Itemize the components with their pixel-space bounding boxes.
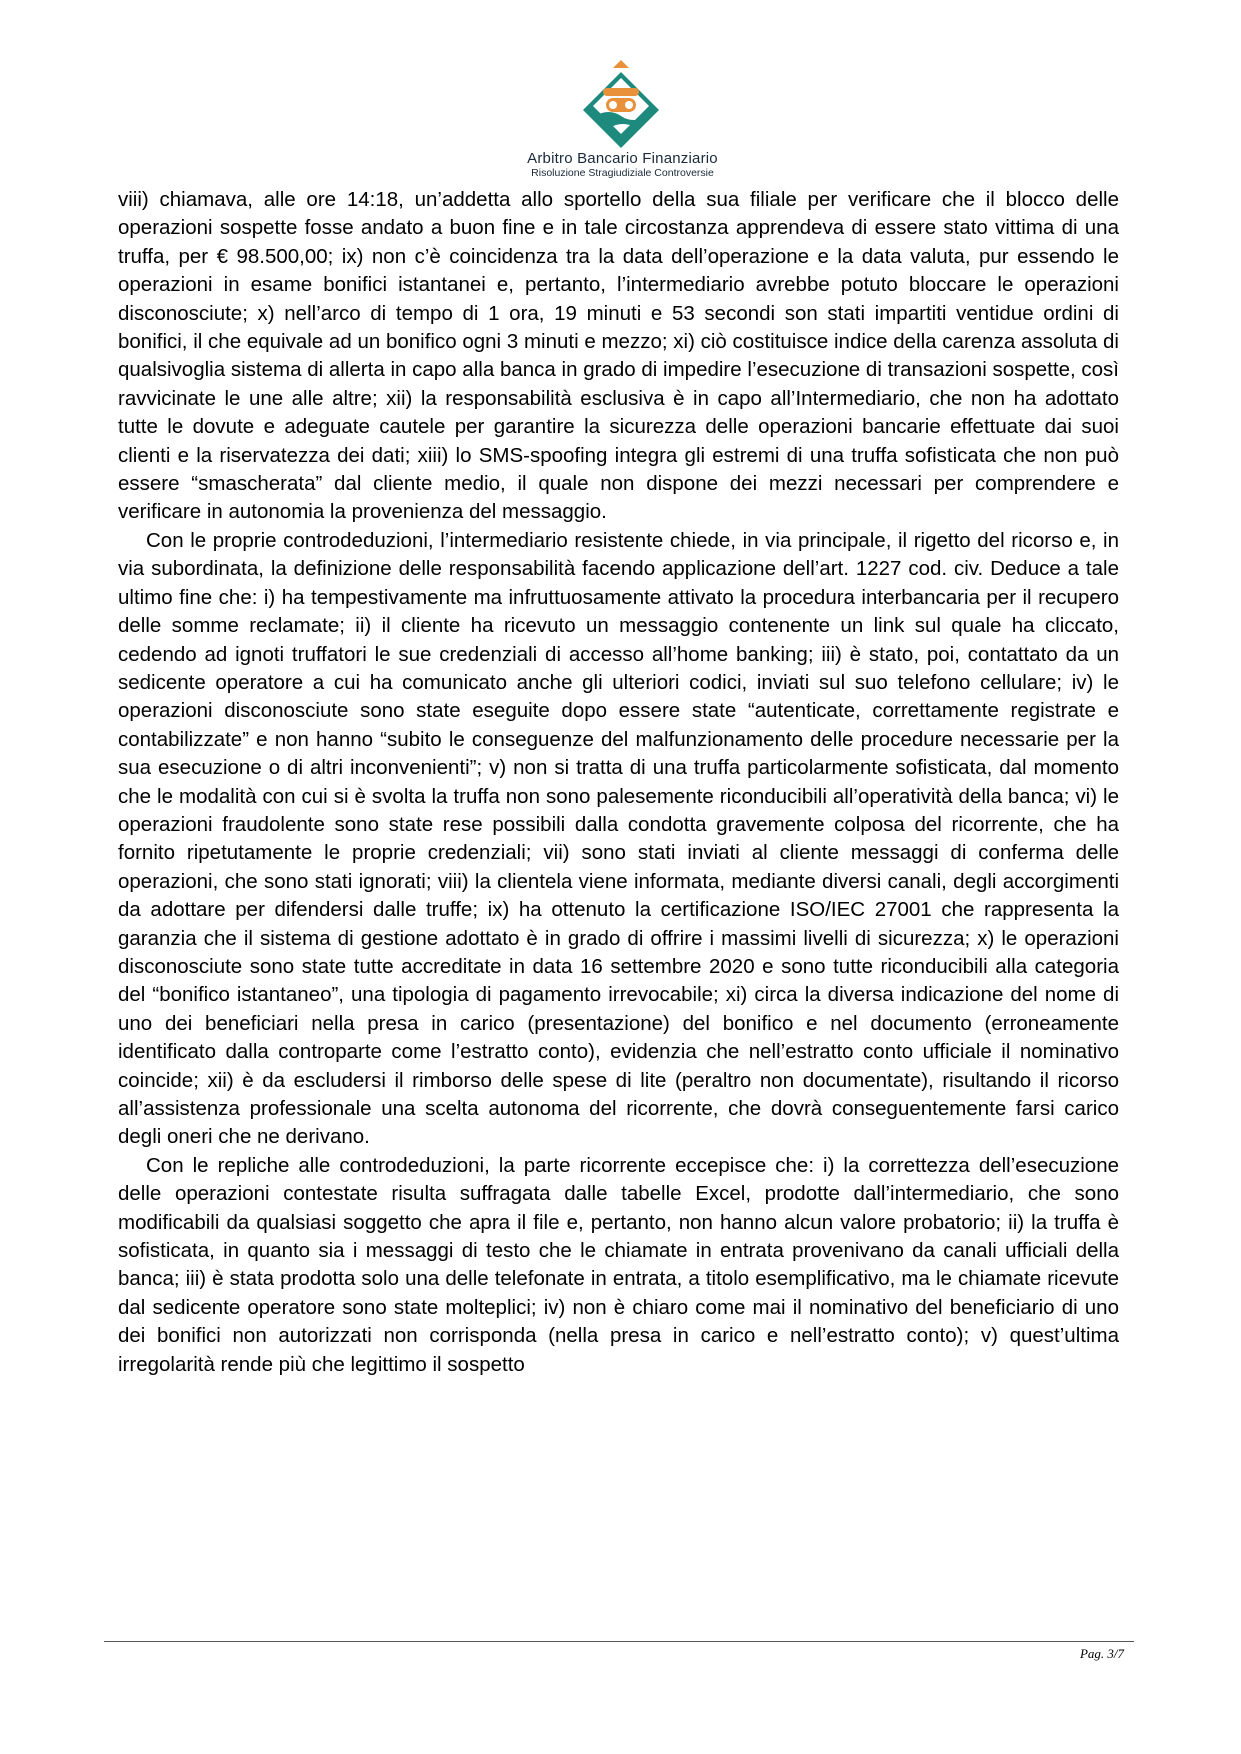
org-subtitle: Risoluzione Stragiudiziale Controversie (531, 167, 714, 179)
paragraph-1: viii) chiamava, alle ore 14:18, un’addetta allo sportello della sua filiale per verificare che il blocco delle operazioni sospette fosse andato a buon fine e in tale circostanza apprendeva di essere stato vittima di una truffa, per € 98.500,00; ix) non c’è coincidenza tra la data dell’operazione e la data valuta, pur essendo le operazioni in esame bonifici istantanei e, pertanto, l’intermediario avrebbe potuto bloccare le operazioni disconosciute; x) nell’arco di tempo di 1 ora, 19 minuti e 53 secondi son stati impartiti ventidue ordini di bonifici, il che equivale ad un bonifico ogni 3 minuti e mezzo; xi) ciò costituisce indice della carenza assoluta di qualsivoglia sistema di allerta in capo alla banca in grado di impedire l’esecuzione di transazioni sospette, così ravvicinate le une alle altre; xii) la responsabilità esclusiva è in capo all’Intermediario, che non ha adottato tutte le dovute e adeguate cautele per garantire la sicurezza delle operazioni bancarie effettuate dai suoi clienti e la riservatezza dei dati; xiii) lo SMS-spoofing integra gli estremi di una truffa sofisticata che non può essere “smascherata” dal cliente medio, il quale non dispone dei mezzi necessari per comprendere e verificare in autonomia la provenienza del messaggio. (118, 188, 1119, 524)
page-header (0, 58, 1241, 180)
paragraph-2: Con le proprie controdeduzioni, l’intermediario resistente chiede, in via principale, il rigetto del ricorso e, in via subordinata, la definizione delle responsabilità facendo applicazione dell’art. 1227 cod. civ. Deduce a tale ultimo fine che: i) ha tempestivamente ma infruttuosamente attivato la procedura interbancaria per il recupero delle somme reclamate; ii) il cliente ha ricevuto un messaggio contenente un link sul quale ha cliccato, cedendo ad ignoti truffatori le sue credenziali di accesso all’home banking; iii) è stato, poi, contattato da un sedicente operatore a cui ha comunicato anche gli ulteriori codici, inviati sul suo telefono cellulare; iv) le operazioni disconosciute sono state eseguite dopo essere state “autenticate, correttamente registrate e contabilizzate” e non hanno “subito le conseguenze del malfunzionamento delle procedure necessarie per la sua esecuzione o di altri inconvenienti”; v) non si tratta di una truffa particolarmente sofisticata, dal momento che le modalità con cui si è svolta la truffa non sono palesemente riconducibili all’operatività della banca; vi) le operazioni fraudolente sono state rese possibili dalla condotta gravemente colposa del ricorrente, che ha fornito ripetutamente le proprie credenziali; vii) sono stati inviati al cliente messaggi di conferma delle operazioni, che sono stati ignorati; viii) la clientela viene informata, mediante diversi canali, degli accorgimenti da adottare per difendersi dalle truffe; ix) ha ottenuto la certificazione ISO/IEC 27001 che rappresenta la garanzia che il sistema di gestione adottato è in grado di offrire i massimi livelli di sicurezza; x) le operazioni disconosciute sono state tutte accreditate in data 16 settembre 2020 e sono tutte riconducibili alla categoria del “bonifico istantaneo”, una tipologia di pagamento irrevocabile; xi) circa la diversa indicazione del nome di uno dei beneficiari nella presa in carico (presentazione) del bonifico e nel documento (erroneamente identificato dalla controparte come l’estratto conto), evidenzia che nell’estratto conto ufficiale il nominativo coincide; xii) è da escludersi il rimborso delle spese di lite (peraltro non documentate), risultando il ricorso all’assistenza professionale una scelta autonoma del ricorrente, che dovrà conseguentemente farsi carico degli oneri che ne derivano. (118, 528, 1119, 1149)
page-number: Pag. 3/7 (1079, 1646, 1124, 1661)
abf-logo-icon (573, 58, 669, 150)
document-body (118, 186, 1119, 1379)
footer-divider (104, 1641, 1134, 1642)
paragraph-3: Con le repliche alle controdeduzioni, la parte ricorrente eccepisce che: i) la correttezza dell’esecuzione delle operazioni contestate risulta suffragata dalle tabelle Excel, prodotte dall’intermediario, che sono modificabili da qualsiasi soggetto che apra il file e, pertanto, non hanno alcun valore probatorio; ii) la truffa è sofisticata, in quanto sia i messaggi di testo che le chiamate in entrata provenivano da canali ufficiali della banca; iii) è stata prodotta solo una delle telefonate in entrata, a titolo esemplificativo, ma le chiamate ricevute dal sedicente operatore sono state molteplici; iv) non è chiaro come mai il nominativo del beneficiario di uno dei bonifici non autorizzati non corrisponda (nella presa in carico e nell’estratto conto); v) quest’ultima irregolarità rende più che legittimo il sospetto (118, 1153, 1119, 1376)
org-name: Arbitro Bancario Finanziario (527, 150, 718, 167)
